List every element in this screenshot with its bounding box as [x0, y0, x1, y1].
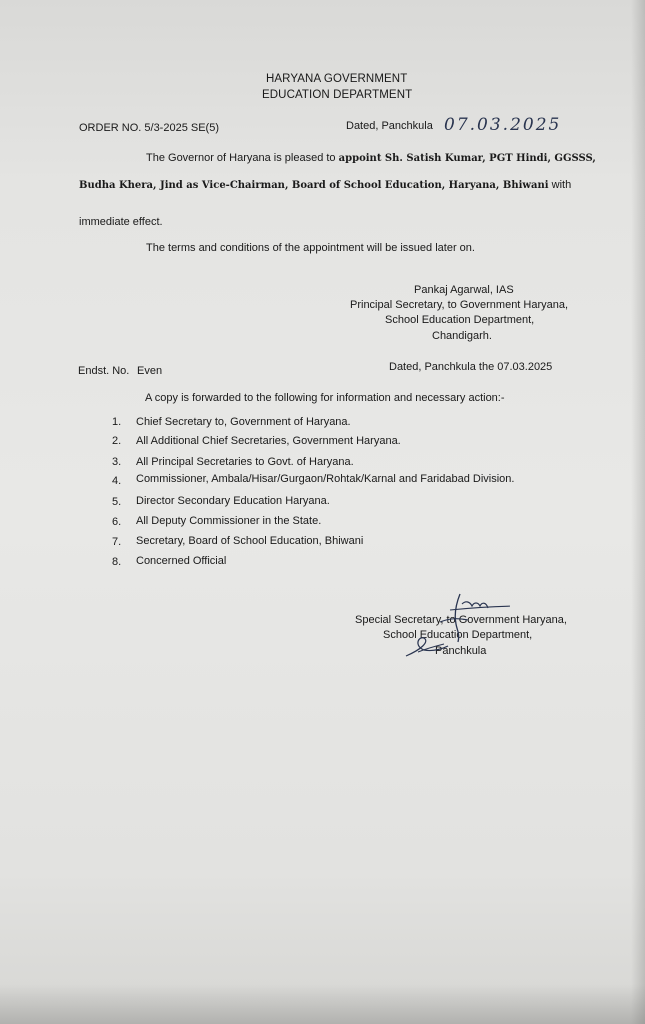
body-text-start: The Governor of Haryana is pleased to [146, 152, 339, 164]
header-department: EDUCATION DEPARTMENT [262, 89, 413, 101]
body-bold-appointment: appoint Sh. Satish Kumar, PGT Hindi, GGSSS, [338, 153, 596, 164]
special-secretary-city: Panchkula [435, 645, 487, 657]
paper-edge-shadow [631, 0, 645, 1024]
list-item-text: Secretary, Board of School Education, Bhiwani [136, 535, 364, 547]
special-secretary-department: School Education Department, [383, 629, 533, 641]
list-item-number: 1. [112, 416, 122, 428]
body-bold-position: Budha Khera, Jind as Vice-Chairman, Board of School Education, Haryana, Bhiwani [79, 180, 549, 191]
order-dated-label: Dated, Panchkula [346, 120, 433, 132]
list-item-number: 2. [112, 435, 122, 447]
list-item-text: Director Secondary Education Haryana. [136, 495, 330, 507]
header-government: HARYANA GOVERNMENT [266, 73, 408, 85]
body-paragraph-1-line-1 [146, 152, 596, 164]
signatory-title: Principal Secretary, to Government Haryana, [350, 299, 569, 311]
handwritten-date: 07.03.2025 [444, 115, 562, 135]
list-item-text: Concerned Official [136, 555, 227, 567]
body-text-with: with [548, 179, 572, 191]
endorsement-number-value: Even [137, 365, 163, 377]
signatory-city: Chandigarh. [432, 330, 492, 342]
endorsement-dated: Dated, Panchkula the 07.03.2025 [389, 361, 553, 373]
list-item-text: All Deputy Commissioner in the State. [136, 515, 322, 527]
endorsement-number-label: Endst. No. [78, 365, 130, 377]
list-item-number: 4. [112, 475, 122, 487]
list-item-text: Chief Secretary to, Government of Haryana. [136, 416, 351, 428]
list-item-number: 8. [112, 556, 122, 568]
list-item-text: All Principal Secretaries to Govt. of Haryana. [136, 456, 354, 468]
paper-bottom-shadow [0, 984, 645, 1024]
handwritten-signature [400, 590, 510, 660]
body-paragraph-2: The terms and conditions of the appointment will be issued later on. [146, 242, 475, 254]
special-secretary-title: Special Secretary, to Government Haryana, [355, 614, 567, 626]
list-item-text: Commissioner, Ambala/Hisar/Gurgaon/Rohtak/Karnal and Faridabad Division. [136, 473, 515, 485]
order-number: ORDER NO. 5/3-2025 SE(5) [79, 122, 219, 134]
list-item-number: 5. [112, 496, 122, 508]
endorsement-intro: A copy is forwarded to the following for information and necessary action:- [145, 392, 505, 404]
body-paragraph-1-line-3: immediate effect. [79, 216, 163, 228]
signatory-name: Pankaj Agarwal, IAS [414, 284, 514, 296]
body-paragraph-1-line-2 [79, 179, 571, 191]
list-item-number: 3. [112, 456, 122, 468]
list-item-text: All Additional Chief Secretaries, Government Haryana. [136, 435, 401, 447]
list-item-number: 6. [112, 516, 122, 528]
list-item-number: 7. [112, 536, 122, 548]
signatory-department: School Education Department, [385, 314, 535, 326]
